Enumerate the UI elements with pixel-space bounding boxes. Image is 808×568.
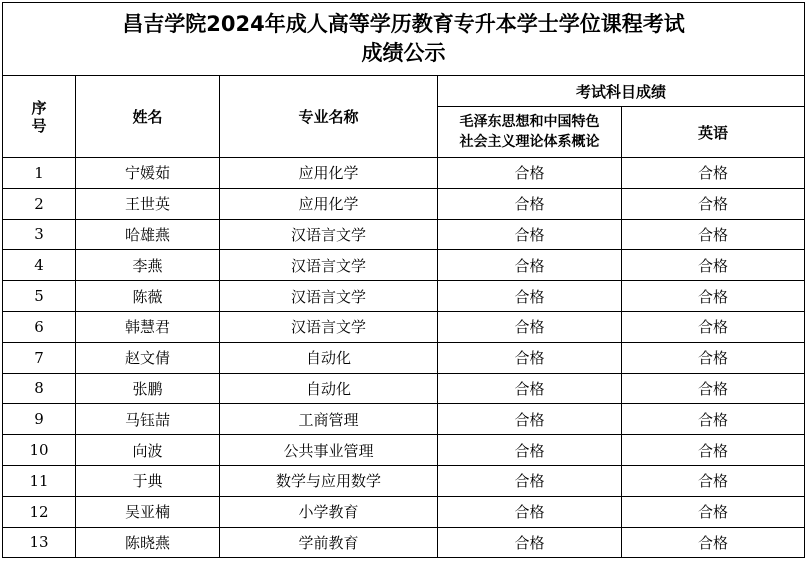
- row-major-cell: 学前教育: [220, 527, 438, 558]
- row-seq-cell: 8: [3, 373, 76, 404]
- row-major-cell: 数学与应用数学: [220, 465, 438, 496]
- title-line-1: 昌吉学院2024年成人高等学历教育专升本学士学位课程考试: [122, 12, 685, 36]
- row-name-cell: 赵文倩: [76, 342, 220, 373]
- page-title: [3, 3, 805, 76]
- row-major-cell: 自动化: [220, 373, 438, 404]
- row-politics-score-cell: 合格: [438, 311, 622, 342]
- header-subject-politics-line-2: 社会主义理论体系概论: [459, 134, 600, 150]
- header-major: 专业名称: [220, 76, 438, 158]
- row-seq-cell: 3: [3, 219, 76, 250]
- row-seq-cell: 4: [3, 250, 76, 281]
- row-politics-score-cell: 合格: [438, 342, 622, 373]
- row-seq-cell: 10: [3, 435, 76, 466]
- row-major-cell: 小学教育: [220, 496, 438, 527]
- row-seq-cell: 7: [3, 342, 76, 373]
- row-major-cell: 汉语言文学: [220, 250, 438, 281]
- row-english-score-cell: 合格: [622, 188, 805, 219]
- table-row: [3, 342, 805, 373]
- row-name-cell: 向波: [76, 435, 220, 466]
- row-name-cell: 马钰喆: [76, 404, 220, 435]
- row-english-score-cell: 合格: [622, 527, 805, 558]
- header-name: 姓名: [76, 76, 220, 158]
- score-table: [2, 2, 805, 558]
- row-major-cell: 汉语言文学: [220, 311, 438, 342]
- row-english-score-cell: 合格: [622, 496, 805, 527]
- row-politics-score-cell: 合格: [438, 465, 622, 496]
- row-english-score-cell: 合格: [622, 373, 805, 404]
- row-english-score-cell: 合格: [622, 281, 805, 312]
- row-politics-score-cell: 合格: [438, 188, 622, 219]
- row-name-cell: 王世英: [76, 188, 220, 219]
- row-english-score-cell: 合格: [622, 342, 805, 373]
- row-name-cell: 于典: [76, 465, 220, 496]
- table-row: [3, 311, 805, 342]
- row-name-cell: 吴亚楠: [76, 496, 220, 527]
- row-seq-cell: 13: [3, 527, 76, 558]
- table-row: [3, 435, 805, 466]
- row-name-cell: 陈薇: [76, 281, 220, 312]
- table-row: [3, 250, 805, 281]
- row-major-cell: 自动化: [220, 342, 438, 373]
- table-row: [3, 373, 805, 404]
- row-politics-score-cell: 合格: [438, 404, 622, 435]
- row-major-cell: 公共事业管理: [220, 435, 438, 466]
- row-name-cell: 陈晓燕: [76, 527, 220, 558]
- row-english-score-cell: 合格: [622, 435, 805, 466]
- header-subject-politics: [438, 107, 622, 158]
- header-subjects-group: 考试科目成绩: [438, 76, 805, 107]
- table-row: [3, 404, 805, 435]
- row-name-cell: 哈雄燕: [76, 219, 220, 250]
- table-row: [3, 158, 805, 189]
- row-politics-score-cell: 合格: [438, 250, 622, 281]
- row-seq-cell: 12: [3, 496, 76, 527]
- row-politics-score-cell: 合格: [438, 219, 622, 250]
- row-english-score-cell: 合格: [622, 465, 805, 496]
- table-row: [3, 465, 805, 496]
- row-major-cell: 汉语言文学: [220, 219, 438, 250]
- table-row: [3, 527, 805, 558]
- title-line-2: 成绩公示: [361, 41, 446, 65]
- table-row: [3, 219, 805, 250]
- header-seq: 序号: [3, 76, 76, 158]
- row-politics-score-cell: 合格: [438, 435, 622, 466]
- row-seq-cell: 2: [3, 188, 76, 219]
- row-name-cell: 宁媛茹: [76, 158, 220, 189]
- score-announcement-sheet: [2, 2, 804, 562]
- row-seq-cell: 6: [3, 311, 76, 342]
- row-name-cell: 张鹏: [76, 373, 220, 404]
- row-seq-cell: 1: [3, 158, 76, 189]
- row-major-cell: 汉语言文学: [220, 281, 438, 312]
- row-seq-cell: 9: [3, 404, 76, 435]
- row-english-score-cell: 合格: [622, 404, 805, 435]
- row-seq-cell: 11: [3, 465, 76, 496]
- header-subject-english: 英语: [622, 107, 805, 158]
- row-english-score-cell: 合格: [622, 250, 805, 281]
- row-politics-score-cell: 合格: [438, 373, 622, 404]
- row-major-cell: 工商管理: [220, 404, 438, 435]
- table-row: [3, 188, 805, 219]
- table-row: [3, 496, 805, 527]
- row-politics-score-cell: 合格: [438, 496, 622, 527]
- row-english-score-cell: 合格: [622, 158, 805, 189]
- row-politics-score-cell: 合格: [438, 527, 622, 558]
- row-name-cell: 韩慧君: [76, 311, 220, 342]
- row-english-score-cell: 合格: [622, 311, 805, 342]
- row-major-cell: 应用化学: [220, 188, 438, 219]
- row-major-cell: 应用化学: [220, 158, 438, 189]
- header-subject-politics-line-1: 毛泽东思想和中国特色: [459, 114, 600, 130]
- row-seq-cell: 5: [3, 281, 76, 312]
- row-politics-score-cell: 合格: [438, 158, 622, 189]
- row-politics-score-cell: 合格: [438, 281, 622, 312]
- table-row: [3, 281, 805, 312]
- row-english-score-cell: 合格: [622, 219, 805, 250]
- row-name-cell: 李燕: [76, 250, 220, 281]
